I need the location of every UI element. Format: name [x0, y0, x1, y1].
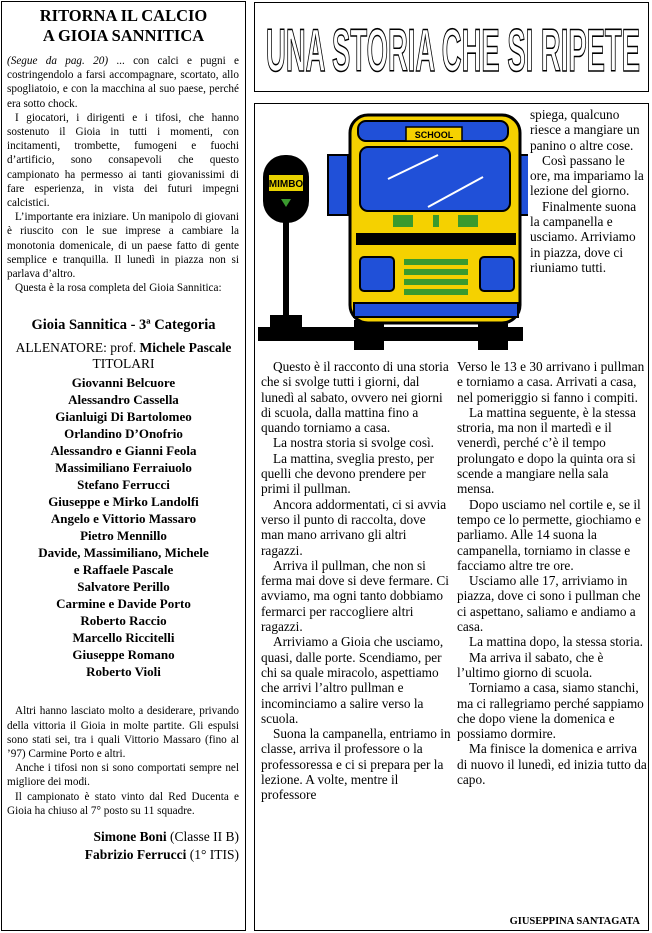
paragraph-7: Il campionato è stato vinto dal Red Ducenta e Gioia ha chiuso al 7° posto su 11 squadre.: [7, 790, 239, 817]
col-a-paragraph: Questo è il racconto di una storia che si svolge tutti i giorni, dal lunedì al sabato, ovvero nei giorni di scuola, dalla mattina fino a quando torniamo a casa.: [261, 359, 449, 436]
roster-player: Gianluigi Di Bartolomeo: [55, 409, 192, 425]
bus-icon: [328, 115, 528, 350]
signature-2-name: Fabrizio Ferrucci: [84, 847, 187, 863]
headline-graphic: [263, 7, 643, 87]
col-b-paragraph: La mattina dopo, la stessa storia.: [469, 634, 643, 650]
col-a-paragraph: Arriva il pullman, che non si ferma mai dove si deve fermare. Ci avviamo, ma ogni tanto dobbiamo fermarci per raccogliere altri ragazzi.: [261, 557, 449, 635]
col-a-paragraph: La mattina, sveglia presto, per quelli che devono prendere per primi il pullman.: [261, 450, 434, 497]
roster-player: Salvatore Perillo: [77, 579, 170, 595]
title-line-1: RITORNA IL CALCIO: [39, 6, 208, 25]
col-b-paragraph: Dopo usciamo nel cortile e, se il tempo ce lo permette, giochiamo e parliamo. Alle 14 suona la campanella, torniamo in classe e facciamo altre tre ore.: [457, 496, 641, 573]
titolari-label: TITOLARI: [92, 356, 155, 372]
headline-box: [254, 2, 649, 92]
col-a-paragraph: Arriviamo a Gioia che usciamo, quasi, dalle porte. Scendiamo, per chi sa quale miracolo, aspettiamo che arrivi l’altro pullman e incominciamo a salire verso la scuola.: [261, 634, 444, 726]
title-line-2: A GIOIA SANNITICA: [42, 26, 205, 45]
col-a-paragraph: La nostra storia si svolge così.: [273, 435, 435, 451]
intro-reference: (Segue da pag. 20): [7, 55, 109, 67]
left-article: [1, 1, 246, 931]
roster-player: e Raffaele Pascale: [73, 562, 174, 578]
signature-1-name: Simone Boni: [93, 829, 167, 845]
roster-player: Orlandino D’Onofrio: [64, 426, 183, 442]
roster-player: Stefano Ferrucci: [77, 477, 170, 493]
paragraph-3: L’importante era iniziare. Un manipolo di giovani è riuscito con le sue imprese a cambiare la monotonia domenicale, di un paese fatto di gente semplice e tranquilla. Il lunedì in piazza non si parlava d’altro.: [7, 211, 239, 281]
stop-sign-text: MIMBO: [268, 179, 304, 190]
coach-label: ALLENATORE: prof.: [15, 340, 140, 356]
paragraph-2: I giocatori, i dirigenti e i tifosi, che hanno sostenuto il Gioia in tutti i momenti, con incitamenti, trombette, fumogeni e fuochi d’artificio, sono consapevoli che questo campionato ha permesso ai tanti giovanissimi di fare esperienza, in vista dei futuri impegni calcistici.: [7, 111, 239, 210]
signature-1-class: (Classe II B): [166, 829, 239, 845]
col-b-paragraph: Usciamo alle 17, arriviamo in piazza, dove ci sono i pullman che ci aspettano, saliamo e andiamo a casa.: [457, 573, 641, 635]
roster-list: [2, 374, 245, 680]
roster-player: Angelo e Vittorio Massaro: [50, 511, 197, 527]
bus-sign-text: SCHOOL: [414, 130, 454, 140]
signatures: [2, 828, 245, 864]
roster-player: Massimiliano Ferraiuolo: [55, 460, 192, 476]
col-b-paragraph: Ma finisce la domenica e arriva di nuovo il lunedì, ed inizia tutto da capo.: [457, 741, 647, 788]
col-b-paragraph: La mattina seguente, è la stessa stroria, ma non il martedì e il venerdì, perché c’è il tempo prolungato e dopo la quinta ora si scende a mangiare nella sala mensa.: [457, 404, 636, 497]
roster-player: Giuseppe e Mirko Landolfi: [48, 494, 199, 510]
roster-player: Roberto Raccio: [80, 613, 167, 629]
school-bus-illustration: [258, 107, 528, 355]
column-top-right: [530, 107, 648, 275]
roster-player: Pietro Mennillo: [80, 528, 167, 544]
coach-name: Michele Pascale: [139, 340, 232, 356]
col-top-paragraph: Così passano le ore, ma impariamo la lezione del giorno.: [530, 152, 644, 199]
col-b-paragraph: Verso le 13 e 30 arrivano i pullman e torniamo a casa. Arrivati a casa, nel pomeriggio si fanno i compiti.: [457, 359, 645, 405]
roster-player: Roberto Violi: [86, 664, 161, 680]
team-heading: Gioia Sannitica - 3ª Categoria: [31, 317, 216, 334]
roster-player: Alessandro Cassella: [68, 392, 179, 408]
signature-1: [2, 828, 239, 846]
author-signature: GIUSEPPINA SANTAGATA: [509, 916, 640, 927]
paragraph-5: Altri hanno lasciato molto a desiderare, privando della vittoria il Gioia in molte partite. Gli espulsi sono stati sei, tra i quali Vittorio Massaro (fino al ’97) Carmine Porto e altri.: [7, 705, 239, 761]
paragraph-6: Anche i tifosi non si sono comportati sempre nel migliore dei modi.: [7, 762, 239, 789]
roster-player: Giuseppe Romano: [72, 647, 175, 663]
paragraph-4: Questa è la rosa completa del Gioia Sannitica:: [15, 282, 222, 295]
col-top-paragraph: Finalmente suona la campanella e usciamo. Arriviamo in piazza, dove ci riuniamo tutti.: [530, 198, 637, 275]
roster-player: Davide, Massimiliano, Michele: [38, 545, 209, 561]
col-a-paragraph: Suona la campanella, entriamo in classe, arriva il professore o la professoressa e ci si prepara per la lezione. A volte, mentre il professore: [261, 726, 451, 803]
roster-player: Marcello Riccitelli: [72, 630, 175, 646]
col-a-paragraph: Ancora addormentati, ci si avvia verso il punto di raccolta, dove man mano arrivano gli altri ragazzi.: [261, 496, 447, 558]
roster-player: Giovanni Belcuore: [71, 375, 176, 391]
signature-2-class: (1° ITIS): [186, 847, 239, 863]
right-article: [254, 103, 649, 931]
col-top-paragraph: spiega, qualcuno riesce a mangiare un panino o altre cose.: [530, 107, 640, 153]
intro-text: ... con calci e pugni e costringendolo a farsi accompagnare, scortato, allo spogliatoio, e con la macchina al suo paese, perché era sotto chock.: [7, 55, 239, 110]
intro-paragraph: [2, 54, 245, 111]
roster-player: Carmine e Davide Porto: [56, 596, 191, 612]
column-b: [457, 359, 647, 787]
col-b-paragraph: Torniamo a casa, siamo stanchi, ma ci rallegriamo perché sappiamo che dopo viene la domenica e possiamo dormire.: [457, 680, 644, 742]
column-a: [261, 359, 451, 803]
coach-line: [2, 340, 245, 356]
headline-text: UNA STORIA CHE SI RIPETE: [266, 17, 640, 84]
article-title: [2, 6, 245, 46]
roster-player: Alessandro e Gianni Feola: [50, 443, 197, 459]
bus-stop-sign-icon: [263, 155, 309, 329]
signature-2: [2, 846, 239, 864]
col-b-paragraph: Ma arriva il sabato, che è l’ultimo giorno di scuola.: [457, 649, 604, 680]
